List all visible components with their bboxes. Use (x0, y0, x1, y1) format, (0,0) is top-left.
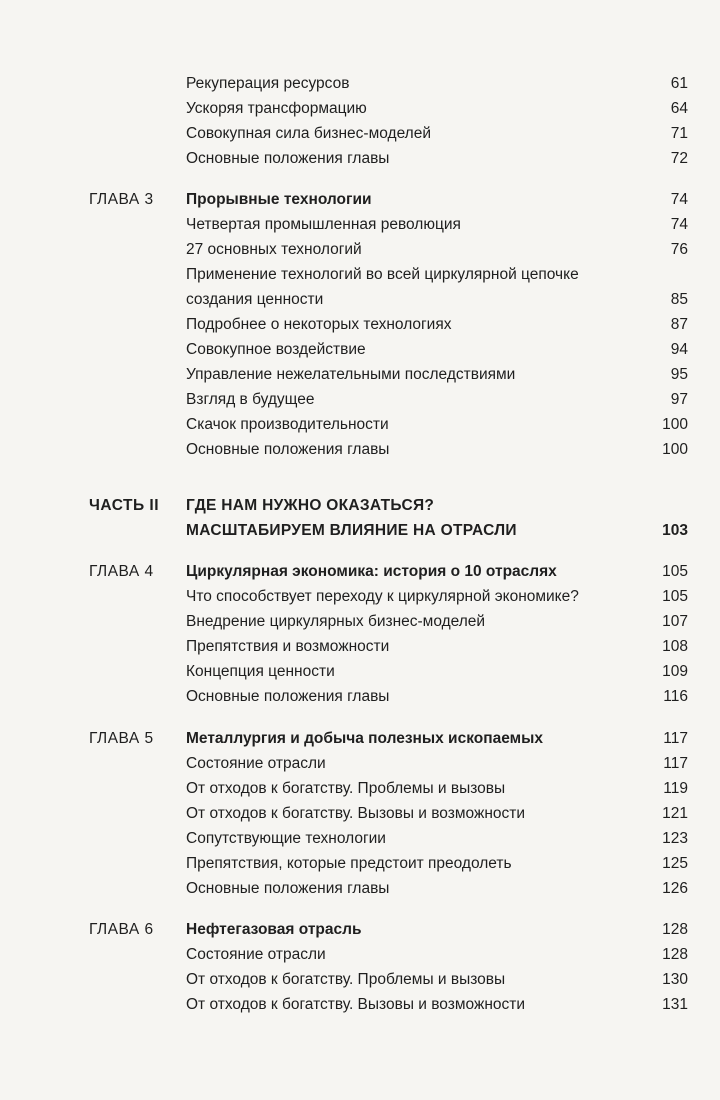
toc-entry-page: 123 (662, 830, 688, 847)
toc-entry-page: 128 (662, 946, 688, 963)
toc-entry-page: 130 (662, 971, 688, 988)
toc-entry-page: 131 (662, 996, 688, 1013)
toc-entry-title: 27 основных технологий (186, 241, 362, 258)
toc-entry (0, 584, 720, 610)
toc-entry (0, 437, 720, 463)
toc-entry-page: 95 (670, 366, 688, 383)
toc-entry-title: Сопутствующие технологии (186, 830, 386, 847)
chapter-label: ГЛАВА 6 (89, 921, 154, 938)
toc-entry (0, 659, 720, 685)
toc-entry-title: От отходов к богатству. Вызовы и возможности (186, 996, 526, 1013)
chapter-label: ГЛАВА 3 (89, 191, 154, 208)
toc-entry (0, 387, 720, 413)
toc-entry (0, 751, 720, 777)
chapter-page: 105 (662, 563, 688, 580)
toc-entry (0, 992, 720, 1018)
chapter-heading (0, 559, 720, 585)
toc-entry (0, 71, 720, 97)
toc-entry-page: 64 (670, 100, 688, 117)
toc-entry-title: Основные положения главы (186, 441, 390, 458)
toc-entry (0, 146, 720, 172)
chapter-heading (0, 917, 720, 943)
toc-entry-title: От отходов к богатству. Проблемы и вызовы (186, 780, 506, 797)
toc-entry-title: Скачок производительности (186, 416, 389, 433)
toc-entry-page: 87 (670, 316, 688, 333)
toc-entry (0, 826, 720, 852)
part-heading (0, 493, 720, 519)
toc-entry (0, 684, 720, 710)
toc-entry-title: От отходов к богатству. Вызовы и возможности (186, 805, 526, 822)
toc-entry-title: создания ценности (186, 291, 324, 308)
toc-entry-page: 105 (662, 588, 688, 605)
toc-entry-title: Четвертая промышленная революция (186, 216, 461, 233)
chapter-page: 117 (663, 730, 688, 747)
chapter-title: Нефтегазовая отрасль (186, 921, 362, 938)
chapter-title: Металлургия и добыча полезных ископаемых (186, 730, 543, 747)
toc-entry-title: Что способствует переходу к циркулярной экономике? (186, 588, 579, 605)
chapter-title: Циркулярная экономика: история о 10 отраслях (186, 563, 557, 580)
toc-entry (0, 237, 720, 263)
chapter-title: Прорывные технологии (186, 191, 372, 208)
toc-entry-title: Состояние отрасли (186, 946, 326, 963)
toc-entry (0, 609, 720, 635)
chapter-heading (0, 187, 720, 213)
toc-entry-page: 117 (663, 755, 688, 772)
toc-entry-title: Внедрение циркулярных бизнес-моделей (186, 613, 486, 630)
chapter-page: 128 (662, 921, 688, 938)
toc-entry-page: 125 (662, 855, 688, 872)
toc-entry (0, 851, 720, 877)
toc-entry-title: Основные положения главы (186, 150, 390, 167)
toc-entry-title: Основные положения главы (186, 880, 390, 897)
toc-entry (0, 967, 720, 993)
toc-entry-page: 116 (663, 688, 688, 705)
toc-entry-page: 61 (670, 75, 688, 92)
toc-entry-title: От отходов к богатству. Проблемы и вызовы (186, 971, 506, 988)
toc-entry-title: Совокупная сила бизнес-моделей (186, 125, 431, 142)
part-page: 103 (662, 522, 688, 539)
toc-entry-title: Основные положения главы (186, 688, 390, 705)
toc-entry (0, 262, 720, 288)
toc-entry (0, 362, 720, 388)
toc-entry-page: 97 (670, 391, 688, 408)
toc-entry (0, 287, 720, 313)
toc-entry-page: 109 (662, 663, 688, 680)
toc-entry-page: 107 (662, 613, 688, 630)
toc-entry-page: 121 (662, 805, 688, 822)
part-title-line1: ГДЕ НАМ НУЖНО ОКАЗАТЬСЯ? (186, 497, 435, 514)
toc-entry (0, 96, 720, 122)
toc-entry-title: Взгляд в будущее (186, 391, 315, 408)
part-label: ЧАСТЬ II (89, 497, 160, 514)
toc-entry-page: 72 (670, 150, 688, 167)
part-heading-line2 (0, 518, 720, 544)
toc-entry-title: Применение технологий во всей циркулярной цепочке (186, 266, 579, 283)
toc-entry (0, 876, 720, 902)
toc-entry-page: 100 (662, 416, 688, 433)
toc-entry (0, 942, 720, 968)
chapter-label: ГЛАВА 4 (89, 563, 154, 580)
toc-entry (0, 212, 720, 238)
toc-entry-title: Состояние отрасли (186, 755, 326, 772)
toc-entry-page: 85 (670, 291, 688, 308)
chapter-label: ГЛАВА 5 (89, 730, 154, 747)
toc-entry-title: Рекуперация ресурсов (186, 75, 350, 92)
toc-entry-page: 74 (670, 216, 688, 233)
toc-entry (0, 801, 720, 827)
part-title-line2: МАСШТАБИРУЕМ ВЛИЯНИЕ НА ОТРАСЛИ (186, 522, 517, 539)
toc-entry (0, 312, 720, 338)
toc-entry-title: Препятствия и возможности (186, 638, 390, 655)
toc-entry-title: Управление нежелательными последствиями (186, 366, 516, 383)
toc-entry-page: 76 (670, 241, 688, 258)
toc-entry-title: Подробнее о некоторых технологиях (186, 316, 452, 333)
chapter-page: 74 (670, 191, 688, 208)
toc-entry-page: 108 (662, 638, 688, 655)
toc-entry-title: Концепция ценности (186, 663, 335, 680)
toc-entry (0, 121, 720, 147)
toc-entry-page: 71 (670, 125, 688, 142)
toc-entry-page: 119 (663, 780, 688, 797)
toc-entry (0, 776, 720, 802)
toc-entry (0, 337, 720, 363)
toc-entry (0, 412, 720, 438)
toc-entry-title: Препятствия, которые предстоит преодолеть (186, 855, 512, 872)
toc-entry (0, 634, 720, 660)
toc-entry-page: 126 (662, 880, 688, 897)
toc-entry-title: Совокупное воздействие (186, 341, 366, 358)
chapter-heading (0, 726, 720, 752)
toc-entry-title: Ускоряя трансформацию (186, 100, 367, 117)
toc-entry-page: 100 (662, 441, 688, 458)
toc-entry-page: 94 (670, 341, 688, 358)
